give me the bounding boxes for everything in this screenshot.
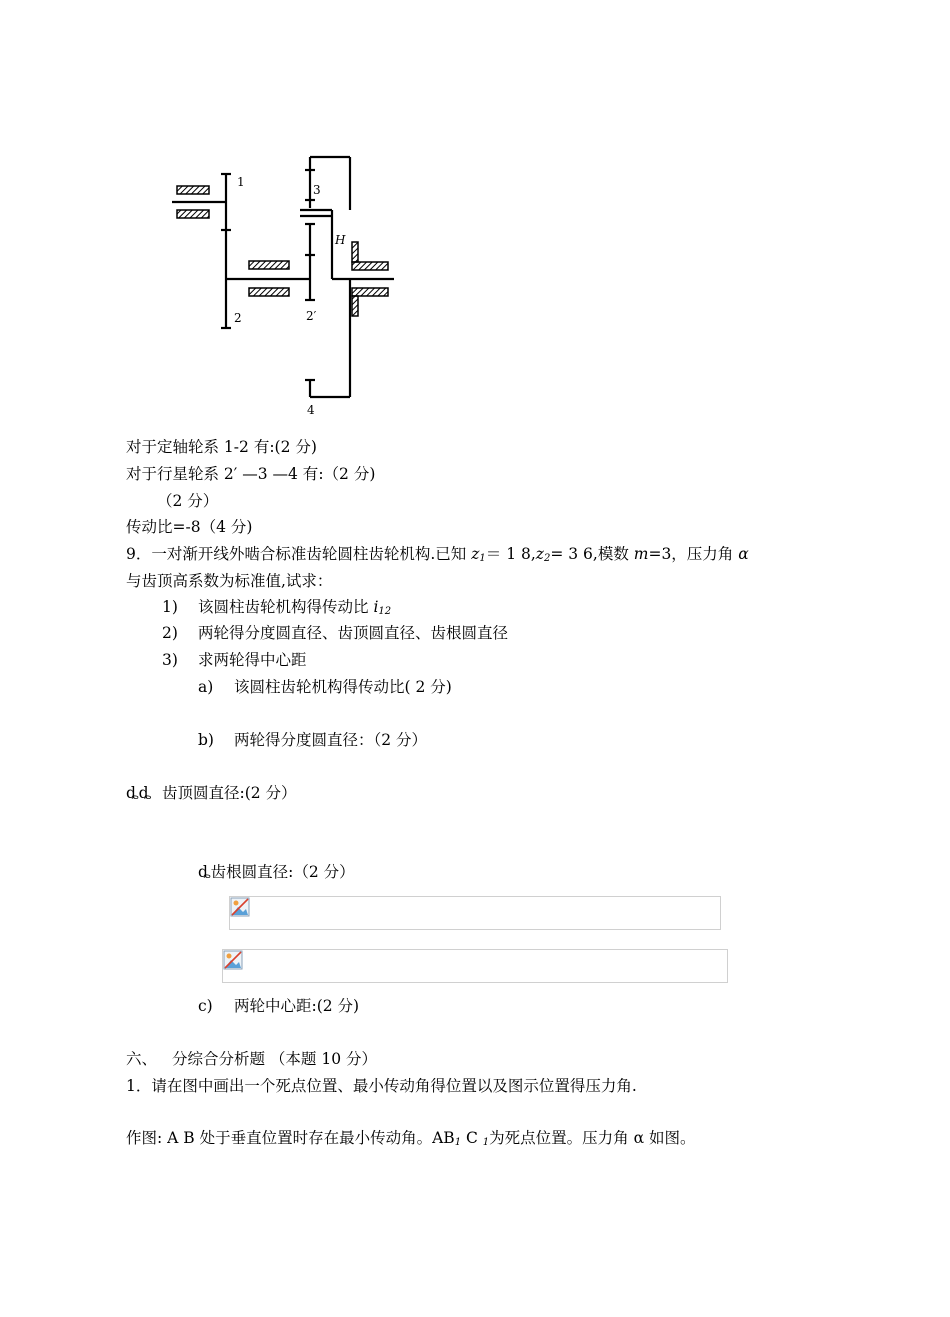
item-1 [198, 596, 391, 623]
formula-image-2 [222, 949, 728, 983]
formula-image-1 [229, 896, 721, 930]
text-score: （2 分） [157, 492, 219, 510]
label-gear-2: 2 [234, 311, 242, 325]
answer-sub-1: 1 [454, 1137, 462, 1148]
answer-c: C [461, 1129, 483, 1147]
section-6-number: 六、 [126, 1050, 158, 1068]
item-1-sub: 12 [378, 606, 392, 617]
tip-circle-text: 齿顶圆直径:(2 分） [162, 784, 297, 802]
item-2-text: 两轮得分度圆直径、齿顶圆直径、齿根圆直径 [198, 624, 509, 642]
broken-image-icon [223, 950, 243, 970]
answer-b-text: 两轮得分度圆直径：（2 分） [234, 731, 428, 749]
label-carrier-h: H [335, 233, 346, 247]
q9-mid1: ＝ 1 8, [485, 545, 536, 563]
label-gear-2-prime: 2′ [306, 309, 317, 323]
q9-z2: z [535, 545, 544, 563]
q9-m: m [633, 545, 649, 563]
answer-drawing-text [126, 1127, 695, 1154]
item-1-i: i [373, 598, 379, 616]
answer-c-number: c) [198, 997, 213, 1015]
label-gear-4: 4 [307, 403, 315, 417]
section-6-title: 分综合分析题 （本题 10 分） [172, 1050, 378, 1068]
gear-train-diagram [160, 148, 410, 420]
item-2-number: 2) [162, 624, 178, 642]
q9-z1-sub: 1 [479, 553, 486, 564]
item-1-number: 1) [162, 598, 178, 616]
answer-c-text: 两轮中心距:(2 分) [234, 997, 360, 1015]
q9-mid2: = 3 6,模数 [550, 545, 634, 563]
answer-tail: 为死点位置。压力角 α 如图。 [489, 1129, 696, 1147]
item-3-number: 3) [162, 651, 178, 669]
answer-sub-2: 1 [482, 1137, 490, 1148]
q9-alpha: α [738, 545, 749, 563]
question-9-line1 [126, 543, 749, 570]
label-gear-3: 3 [313, 183, 321, 197]
item-1-text: 该圆柱齿轮机构得传动比 [198, 598, 374, 616]
q9-prefix: 9．一对渐开线外啮合标准齿轮圆柱齿轮机构.已知 [126, 545, 472, 563]
text-transmission-ratio: 传动比=-8（4 分) [126, 518, 253, 536]
q9-z1: z [471, 545, 480, 563]
text-planetary-train: 对于行星轮系 2′ —3 —4 有:（2 分) [126, 465, 376, 483]
tip-mark: ȡȡ [126, 784, 152, 802]
question-9-line2: 与齿顶高系数为标准值,试求： [126, 572, 333, 590]
text-fixed-train: 对于定轴轮系 1-2 有:(2 分) [126, 438, 317, 456]
q9-mid3: =3，压力角 [648, 545, 739, 563]
broken-image-icon [230, 897, 250, 917]
answer-text: 作图: A B 处于垂直位置时存在最小传动角。AB [126, 1129, 455, 1147]
answer-b-number: b) [198, 731, 214, 749]
root-circle-text: ȡ齿根圆直径:（2 分） [198, 863, 355, 881]
item-3-text: 求两轮得中心距 [198, 651, 307, 669]
answer-a-text: 该圆柱齿轮机构得传动比( 2 分) [234, 678, 452, 696]
label-gear-1: 1 [237, 175, 245, 189]
question-1-text: 1．请在图中画出一个死点位置、最小传动角得位置以及图示位置得压力角. [126, 1077, 637, 1095]
q9-z2-sub: 2 [543, 553, 551, 564]
answer-a-number: a) [198, 678, 214, 696]
